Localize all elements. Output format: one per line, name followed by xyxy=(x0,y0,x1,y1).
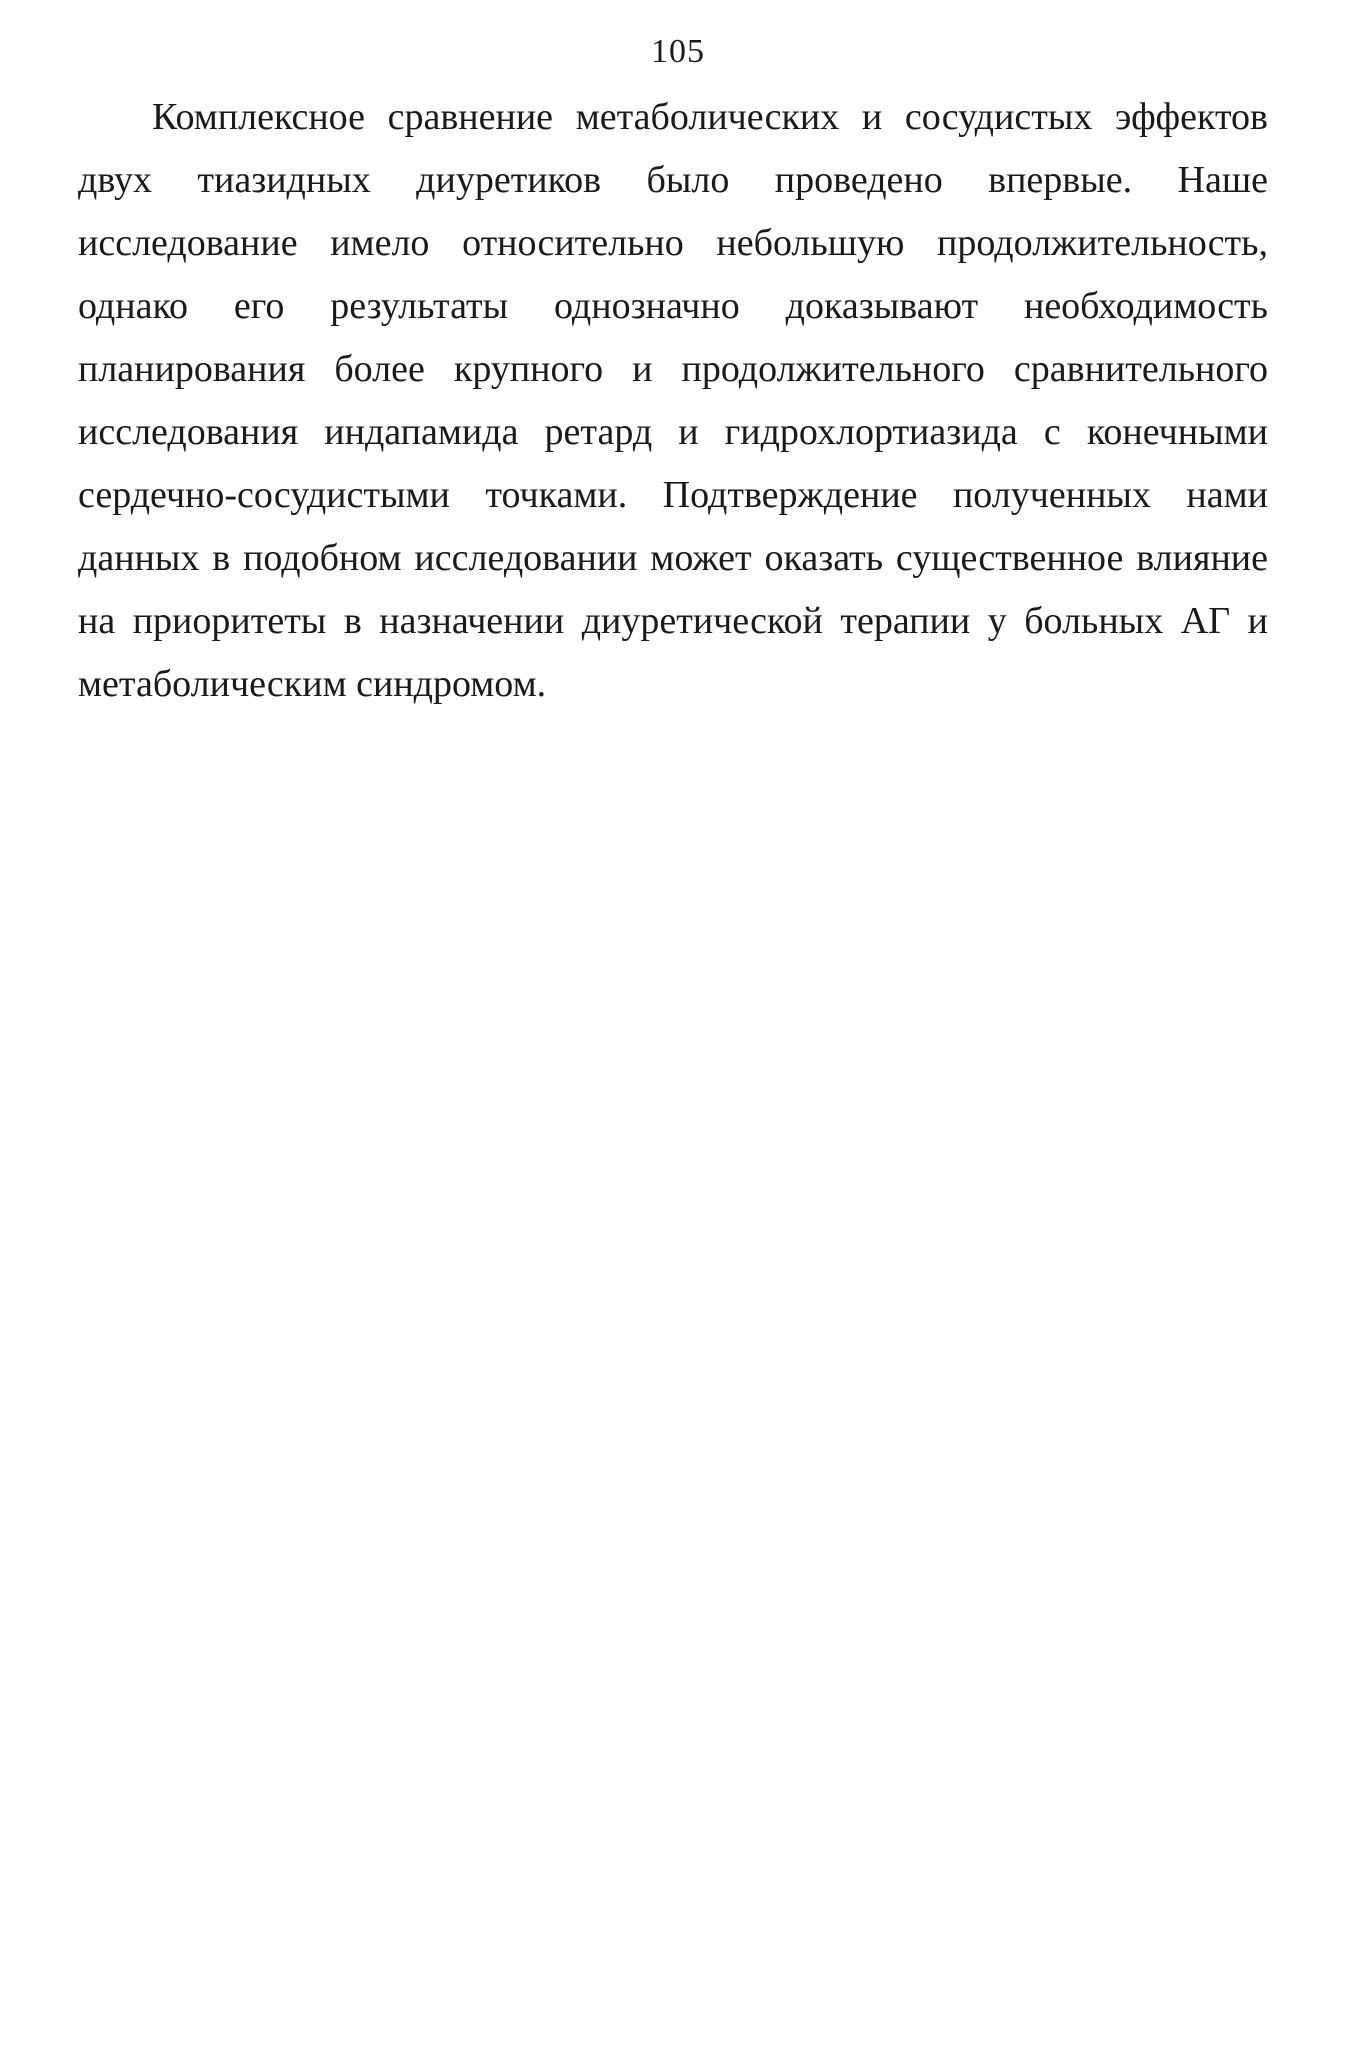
page-number: 105 xyxy=(651,33,705,70)
body-paragraph: Комплексное сравнение метаболических и сосудистых эффектов двух тиазидных диуретиков было проведено впервые. Наше исследование имело относительно небольшую продолжительность, однако его результаты однозначно доказывают необходимость планирования более крупного и продолжительного сравнительного исследования индапамида ретард и гидрохлортиазида с конечными сердечно-сосудистыми точками. Подтверждение полученных нами данных в подобном исследовании может оказать существенное влияние на приоритеты в назначении диуретической терапии у больных АГ и метаболическим синдромом. xyxy=(78,96,1268,705)
